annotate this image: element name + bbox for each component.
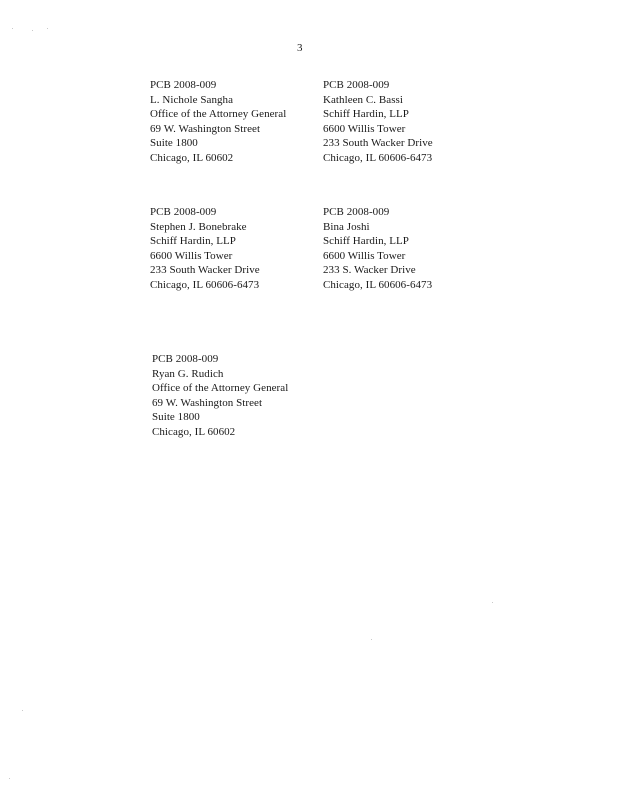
address-block-bassi [323,78,433,165]
street-address: 69 W. Washington Street [150,122,261,135]
recipient-name: Kathleen C. Bassi [323,93,403,106]
street-address: 69 W. Washington Street [152,396,263,409]
recipient-organization: Office of the Attorney General [150,108,287,120]
recipient-organization: Schiff Hardin, LLP [150,235,236,247]
recipient-name: Stephen J. Bonebrake [150,220,247,233]
address-line-2: 233 South Wacker Drive [150,264,260,276]
address-block-sangha [150,78,286,165]
address-block-rudich [152,352,288,439]
city-state-zip: Chicago, IL 60602 [152,425,236,438]
city-state-zip: Chicago, IL 60602 [150,151,234,164]
city-state-zip: Chicago, IL 60606-6473 [323,151,433,164]
case-number: PCB 2008-009 [323,206,390,218]
address-line-2: 233 S. Wacker Drive [323,264,416,276]
case-number: PCB 2008-009 [323,79,390,91]
street-address: 6600 Willis Tower [323,122,406,135]
address-line-2: Suite 1800 [150,137,198,149]
scan-speck [47,28,48,29]
address-line-2: Suite 1800 [152,411,200,423]
recipient-organization: Schiff Hardin, LLP [323,108,409,120]
street-address: 6600 Willis Tower [323,249,406,262]
case-number: PCB 2008-009 [150,206,217,218]
page-number: 3 [297,42,303,54]
scan-speck [12,28,13,29]
recipient-name: Bina Joshi [323,220,370,233]
recipient-name: Ryan G. Rudich [152,367,224,380]
scan-speck [22,710,23,711]
address-block-bonebrake [150,205,260,292]
scan-speck [9,778,10,779]
recipient-organization: Schiff Hardin, LLP [323,235,409,247]
recipient-name: L. Nichole Sangha [150,93,234,106]
street-address: 6600 Willis Tower [150,249,233,262]
city-state-zip: Chicago, IL 60606-6473 [150,278,260,291]
case-number: PCB 2008-009 [152,353,219,365]
recipient-organization: Office of the Attorney General [152,382,289,394]
scan-speck [32,30,33,31]
address-line-2: 233 South Wacker Drive [323,137,433,149]
scan-speck [492,602,493,603]
scan-speck [371,639,372,640]
case-number: PCB 2008-009 [150,79,217,91]
address-block-joshi [323,205,432,292]
city-state-zip: Chicago, IL 60606-6473 [323,278,433,291]
